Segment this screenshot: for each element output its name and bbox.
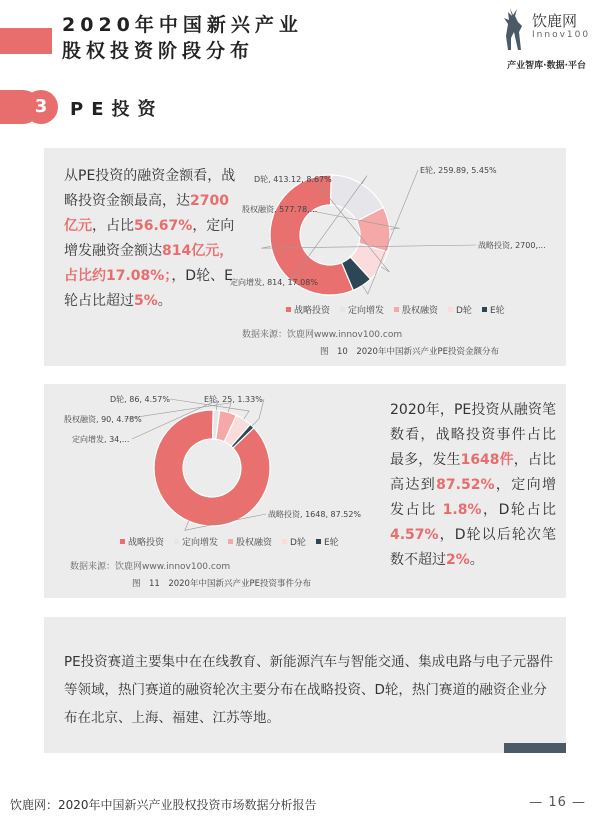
- highlight-percent: 5%: [134, 293, 158, 309]
- legend-swatch: [286, 307, 291, 312]
- chart-amount-donut: [220, 160, 560, 360]
- legend-swatch: [228, 539, 233, 544]
- highlight-count: 1648件: [460, 452, 514, 468]
- legend-label: 股权融资: [236, 538, 273, 548]
- page-number: — 16 —: [529, 795, 586, 810]
- amount-description: [64, 164, 239, 314]
- text-segment: ，D轮占比: [481, 502, 557, 518]
- data-label: 战略投资, 1648, 87.52%: [268, 510, 362, 519]
- legend-swatch: [174, 539, 179, 544]
- highlight-percent: 2%: [446, 552, 470, 568]
- data-label: 战略投资, 2700,...: [478, 241, 546, 250]
- logo-subtitle: Innov100: [532, 30, 591, 40]
- legend-label: 定向增发: [182, 538, 219, 548]
- text-segment: 2020年，PE投资从融资笔数看，战略投资事件占比最多，发生: [390, 402, 556, 468]
- deer-icon: [496, 6, 528, 52]
- legend-swatch: [394, 307, 399, 312]
- legend-label: E轮: [324, 538, 339, 548]
- footer-report-title: 饮鹿网：2020年中国新兴产业股权投资市场数据分析报告: [10, 798, 317, 812]
- legend-swatch: [282, 539, 287, 544]
- text-segment: ，D轮以后轮次笔数不超过: [390, 527, 556, 568]
- data-label: 定向增发, 34,...: [72, 435, 130, 444]
- text-segment: ，定向增发占比: [390, 477, 557, 518]
- text-segment: ，占比: [92, 218, 134, 234]
- chart-caption: 图 11 2020年中国新兴产业PE投资事件分布: [132, 579, 311, 589]
- legend-label: D轮: [456, 306, 472, 316]
- panel-corner-bar: [504, 743, 566, 753]
- data-label: 定向增发, 814, 17.08%: [230, 278, 318, 287]
- legend-label: D轮: [290, 538, 306, 548]
- chart-source: 数据来源：饮鹿网www.innov100.com: [242, 330, 403, 340]
- text-segment: ，占比高达到: [390, 452, 557, 493]
- chart-caption: 图 10 2020年中国新兴产业PE投资金额分布: [320, 347, 499, 357]
- data-label: 股权融资, 90, 4.78%: [64, 415, 142, 424]
- text-segment: 。: [469, 552, 484, 568]
- text-segment: 。: [157, 293, 172, 309]
- data-label: E轮, 25, 1.33%: [204, 395, 263, 404]
- text-segment: 从PE投资的融资金额看，战略投资金额最高，达: [64, 168, 236, 209]
- chart-source: 数据来源：饮鹿网www.innov100.com: [70, 562, 231, 572]
- legend-swatch: [340, 307, 345, 312]
- logo-tagline: 产业智库·数据·平台: [507, 61, 586, 71]
- highlight-percent: 56.67%: [134, 218, 193, 234]
- section-title: PE投资: [70, 99, 164, 120]
- legend-label: 战略投资: [294, 306, 331, 316]
- events-description: [390, 398, 556, 573]
- page-title-line2: 股权投资阶段分布: [62, 40, 255, 62]
- legend-label: 战略投资: [128, 538, 165, 548]
- highlight-percent: 87.52%: [436, 477, 495, 493]
- highlight-percent: 4.57%: [390, 527, 439, 543]
- text-segment: ，定向增发融资金额达: [64, 218, 235, 259]
- data-label: 股权融资, 577.78,...: [242, 205, 318, 214]
- highlight-percent: 1.8%: [442, 502, 482, 518]
- header-accent-bar: [0, 28, 52, 54]
- logo: [496, 6, 591, 71]
- page-title-line1: 2020年中国新兴产业: [62, 14, 303, 36]
- highlight-amount: 2700亿元: [64, 193, 229, 234]
- highlight-amount: 814亿元，占比约17.08%；: [64, 243, 234, 284]
- summary-text: PE投资赛道主要集中在在线教育、新能源汽车与智能交通、集成电路与电子元器件等领域，热门赛道的融资轮次主要分布在战略投资、D轮，热门赛道的融资企业分布在北京、上海、福建、江苏等地。: [64, 654, 554, 726]
- legend-swatch: [316, 539, 321, 544]
- data-label: D轮, 86, 4.57%: [110, 395, 170, 404]
- data-label: E轮, 259.89, 5.45%: [420, 166, 497, 175]
- legend-swatch: [482, 307, 487, 312]
- legend-swatch: [448, 307, 453, 312]
- chart-events-donut: [56, 390, 386, 596]
- page-title: [62, 12, 303, 64]
- section-number: 3: [24, 90, 58, 124]
- legend-label: E轮: [490, 306, 505, 316]
- data-label: D轮, 413.12, 8.67%: [254, 175, 332, 184]
- legend-swatch: [120, 539, 125, 544]
- logo-name: 饮鹿网: [532, 12, 578, 30]
- legend-label: 股权融资: [402, 306, 439, 316]
- legend-label: 定向增发: [348, 306, 385, 316]
- text-segment: ，D轮、E轮占比超过: [64, 268, 233, 309]
